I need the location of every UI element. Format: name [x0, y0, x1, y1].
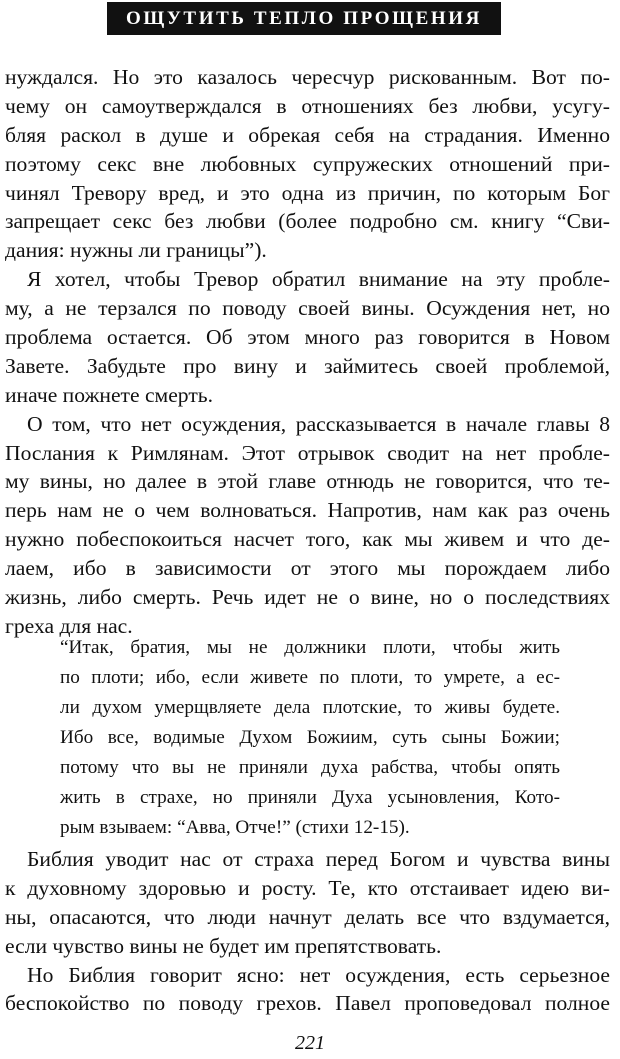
quote-line: потому что вы не приняли духа рабства, чтобы опять: [60, 757, 560, 778]
text-line: ны, опасаются, что люди начнут делать все что вздумается,: [5, 904, 610, 929]
text-line: если чувство вины не будет им препятствовать.: [5, 933, 442, 958]
text-line: дания: нужны ли границы”).: [5, 238, 267, 263]
quote-line: ли духом умерщвляете дела плотские, то живы будете.: [60, 697, 560, 718]
text-line: Но Библия говорит ясно: нет осуждения, есть серьезное: [27, 962, 610, 987]
text-line: Библия уводит нас от страха перед Богом и чувства вины: [27, 847, 610, 871]
quote-line: рым взываем: “Авва, Отче!” (стихи 12-15).: [60, 817, 410, 838]
text-line: перь нам не о чем волноваться. Напротив, нам как раз очень: [5, 498, 610, 523]
text-line: О том, что нет осуждения, рассказывается в начале главы 8: [27, 411, 610, 436]
page-number: 221: [295, 1032, 325, 1054]
text-line: жизнь, либо смерть. Речь идет не о вине, но о последствиях: [5, 585, 610, 610]
text-line: греха для нас.: [5, 613, 133, 638]
text-line: бляя раскол в душе и обрекая себя на страдания. Именно: [5, 122, 610, 147]
text-line: Я хотел, чтобы Тревор обратил внимание на эту пробле-: [27, 267, 610, 292]
text-line: беспокойство по поводу грехов. Павел проповедовал полное: [5, 991, 610, 1016]
scripture-quote: [60, 633, 560, 843]
text-line: запрещает секс без любви (более подробно см. книгу “Сви-: [5, 209, 610, 234]
quote-line: жить в страхе, но приняли Духа усыновления, Кото-: [60, 787, 560, 808]
text-line: иначе пожнете смерть.: [5, 382, 213, 407]
body-text-top: [5, 63, 610, 641]
text-line: проблема остается. Об этом много раз говорится в Новом: [5, 325, 610, 350]
body-text-bottom: [5, 845, 610, 1018]
text-line: Завете. Забудьте про вину и займитесь своей проблемой,: [5, 353, 610, 378]
text-line: нуждался. Но это казалось чересчур рискованным. Вот по-: [5, 65, 610, 89]
quote-line: “Итак, братия, мы не должники плоти, чтобы жить: [60, 637, 560, 658]
text-line: нужно побеспокоиться насчет того, как мы живем и что де-: [5, 527, 610, 552]
text-line: к духовному здоровью и росту. Те, кто отстаивает идею ви-: [5, 875, 610, 900]
text-line: лаем, ибо в зависимости от этого мы порождаем либо: [5, 556, 610, 581]
text-line: му, а не терзался по поводу своей вины. Осуждения нет, но: [5, 296, 610, 321]
quote-line: по плоти; ибо, если живете по плоти, то умрете, а ес-: [60, 667, 560, 688]
text-line: Послания к Римлянам. Этот отрывок сводит на нет пробле-: [5, 440, 610, 465]
running-header: ОЩУТИТЬ ТЕПЛО ПРОЩЕНИЯ: [107, 2, 501, 35]
text-line: му вины, но далее в этой главе отнюдь не говорится, что те-: [5, 469, 610, 494]
text-line: чему он самоутверждался в отношениях без любви, усугу-: [5, 93, 610, 118]
text-line: чинял Тревору вред, и это одна из причин, по которым Бог: [5, 180, 610, 205]
text-line: поэтому секс вне любовных супружеских отношений при-: [5, 151, 610, 176]
quote-line: Ибо все, водимые Духом Божиим, суть сыны Божии;: [60, 727, 560, 748]
